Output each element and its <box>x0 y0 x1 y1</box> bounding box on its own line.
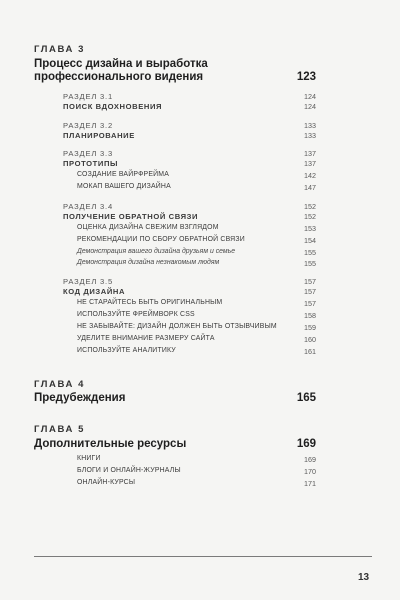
toc-item-page: 142 <box>304 171 316 180</box>
section-title-page: 137 <box>304 159 316 168</box>
toc-item: РЕКОМЕНДАЦИИ ПО СБОРУ ОБРАТНОЙ СВЯЗИ <box>77 236 245 243</box>
section-title: ПОИСК ВДОХНОВЕНИЯ <box>63 102 163 111</box>
toc-item-page: 147 <box>304 183 316 192</box>
chapter-title-line2: профессионального видения <box>34 71 204 83</box>
toc-item: УДЕЛИТЕ ВНИМАНИЕ РАЗМЕРУ САЙТА <box>77 335 215 342</box>
toc-item: ИСПОЛЬЗУЙТЕ АНАЛИТИКУ <box>77 347 176 354</box>
toc-subitem: Демонстрация вашего дизайна друзьям и семье <box>77 248 236 255</box>
toc-item-page: 171 <box>304 479 316 488</box>
chapter-title: Процесс дизайна и выработка <box>34 58 208 70</box>
chapter-label: ГЛАВА 5 <box>34 424 86 435</box>
section-label: РАЗДЕЛ 3.3 <box>63 149 113 158</box>
section-label-page: 157 <box>304 277 316 286</box>
chapter-page-number: 123 <box>296 71 316 83</box>
toc-item: МОКАП ВАШЕГО ДИЗАЙНА <box>77 183 171 190</box>
section-label-page: 152 <box>304 202 316 211</box>
page-number: 13 <box>358 572 370 583</box>
toc-item: СОЗДАНИЕ ВАЙРФРЕЙМА <box>77 171 170 178</box>
chapter-title: Предубеждения <box>34 392 126 404</box>
section-title-page: 152 <box>304 212 316 221</box>
toc-item: БЛОГИ И ОНЛАЙН-ЖУРНАЛЫ <box>77 467 181 474</box>
section-label: РАЗДЕЛ 3.2 <box>63 121 113 130</box>
toc-item: ОНЛАЙН-КУРСЫ <box>77 479 136 486</box>
toc-item: ИСПОЛЬЗУЙТЕ ФРЕЙМВОРК CSS <box>77 311 195 318</box>
section-label: РАЗДЕЛ 3.1 <box>63 92 113 101</box>
toc-item: НЕ СТАРАЙТЕСЬ БЫТЬ ОРИГИНАЛЬНЫМ <box>77 299 223 306</box>
toc-item: ОЦЕНКА ДИЗАЙНА СВЕЖИМ ВЗГЛЯДОМ <box>77 224 219 231</box>
chapter-label: ГЛАВА 3 <box>34 44 86 55</box>
toc-item-page: 169 <box>304 455 316 464</box>
section-label-page: 124 <box>304 92 316 101</box>
toc-item-page: 154 <box>304 236 316 245</box>
section-title: ПРОТОТИПЫ <box>63 159 119 168</box>
toc-item-page: 153 <box>304 224 316 233</box>
footer-rule <box>34 556 372 557</box>
section-title-page: 157 <box>304 287 316 296</box>
section-label: РАЗДЕЛ 3.4 <box>63 202 113 211</box>
section-title: КОД ДИЗАЙНА <box>63 287 126 296</box>
toc-item-page: 159 <box>304 323 316 332</box>
section-title: ПОЛУЧЕНИЕ ОБРАТНОЙ СВЯЗИ <box>63 212 199 221</box>
toc-item-page: 170 <box>304 467 316 476</box>
toc-item-page: 155 <box>304 248 316 257</box>
section-label-page: 137 <box>304 149 316 158</box>
toc-item-page: 155 <box>304 259 316 268</box>
chapter-title: Дополнительные ресурсы <box>34 438 187 450</box>
section-title-page: 133 <box>304 131 316 140</box>
section-title-page: 124 <box>304 102 316 111</box>
toc-item-page: 161 <box>304 347 316 356</box>
toc-subitem: Демонстрация дизайна незнакомым людям <box>77 259 220 266</box>
chapter-label: ГЛАВА 4 <box>34 379 86 390</box>
toc-item: КНИГИ <box>77 455 101 462</box>
section-label: РАЗДЕЛ 3.5 <box>63 277 113 286</box>
toc-item: НЕ ЗАБЫВАЙТЕ: ДИЗАЙН ДОЛЖЕН БЫТЬ ОТЗЫВЧИВЫМ <box>77 323 277 330</box>
chapter-page-number: 165 <box>296 392 316 404</box>
toc-item-page: 157 <box>304 299 316 308</box>
toc-item-page: 158 <box>304 311 316 320</box>
chapter-page-number: 169 <box>296 438 316 450</box>
toc-item-page: 160 <box>304 335 316 344</box>
section-label-page: 133 <box>304 121 316 130</box>
section-title: ПЛАНИРОВАНИЕ <box>63 131 135 140</box>
